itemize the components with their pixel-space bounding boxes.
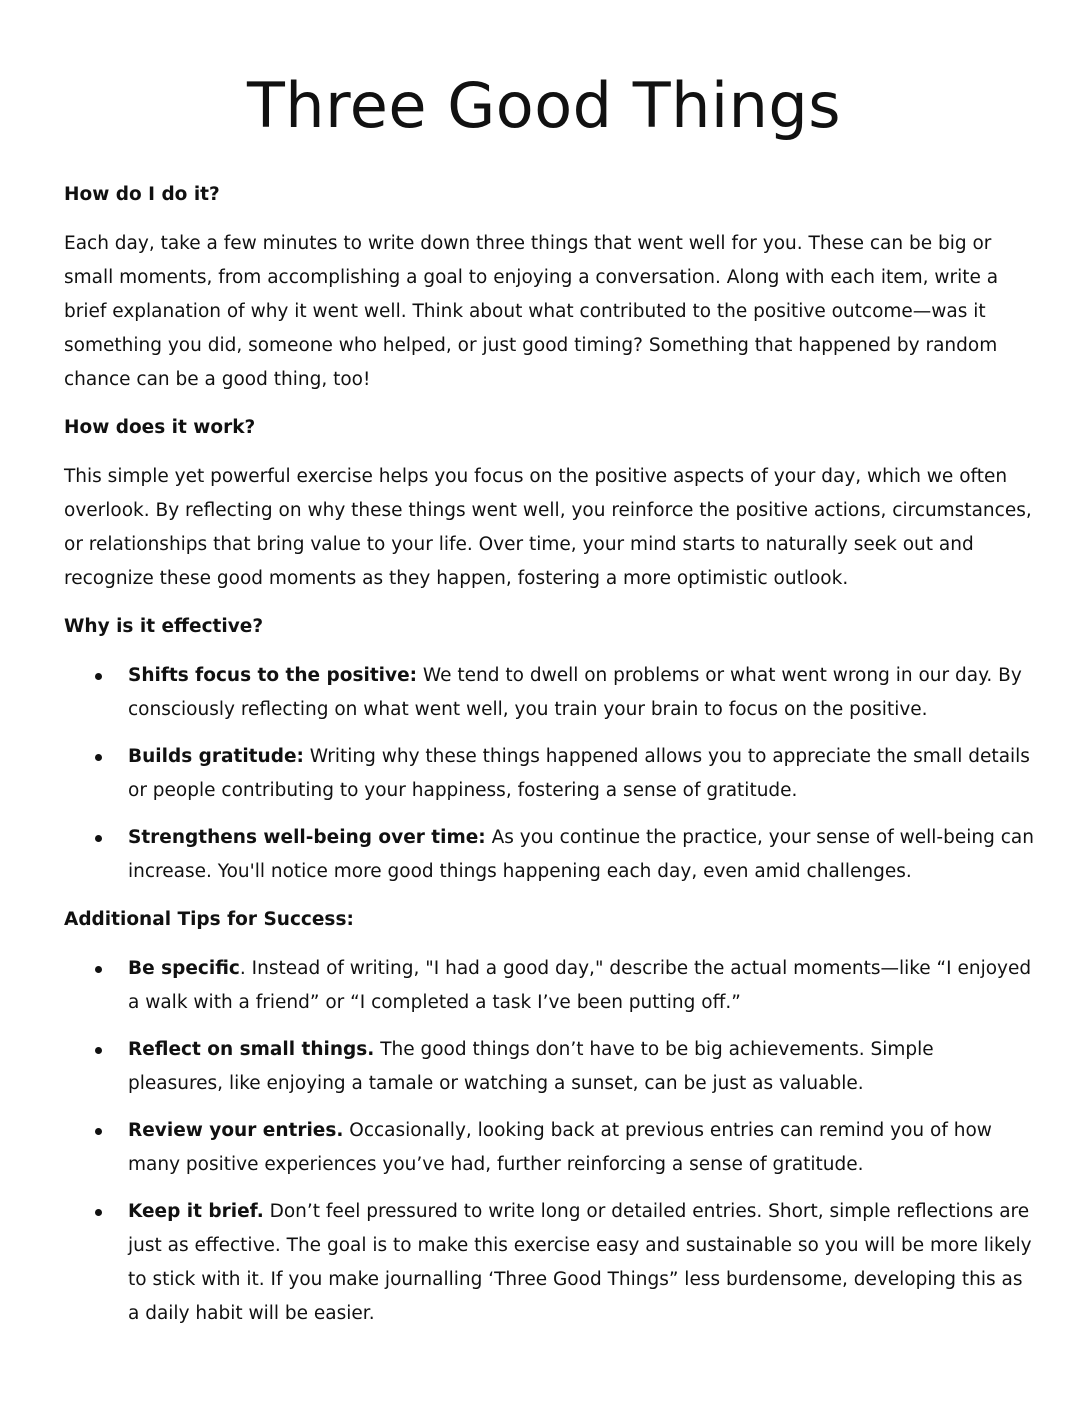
bullet-icon — [95, 754, 102, 761]
list-item-lead: Be specific — [128, 958, 240, 979]
document-body — [64, 178, 1034, 1345]
section-body-how: Each day, take a few minutes to write down three things that went well for you. These can be big or small moments, from accomplishing a goal to enjoying a conversation. Along with each item, write a brief explanation of why it went well. Think about what contributed to the positive outcome—was it something you did, someone who helped, or just good timing? Something that happened by random chance can be a good thing, too! — [64, 233, 999, 390]
list-item — [64, 952, 1034, 1020]
list-item-lead: Builds gratitude: — [128, 746, 304, 767]
list-item — [64, 821, 1034, 889]
list-item-lead: Shifts focus to the positive: — [128, 665, 418, 686]
section-heading-effective: Why is it effective? — [64, 616, 264, 637]
list-item-lead: Keep it brief. — [128, 1201, 264, 1222]
effective-list — [64, 659, 1034, 889]
bullet-icon — [95, 1128, 102, 1135]
section-heading-how: How do I do it? — [64, 184, 220, 205]
section-heading-works: How does it work? — [64, 417, 256, 438]
bullet-icon — [95, 1209, 102, 1216]
bullet-icon — [95, 835, 102, 842]
list-item-text: The good things don’t have to be big achievements. Simple pleasures, like enjoying a tamale or watching a sunset, can be just as valuable. — [128, 1039, 934, 1094]
list-item — [64, 1195, 1034, 1331]
section-heading-tips: Additional Tips for Success: — [64, 909, 354, 930]
page-title: Three Good Things — [246, 69, 842, 142]
bullet-icon — [95, 966, 102, 973]
list-item-text: We tend to dwell on problems or what went wrong in our day. By consciously reflecting on what went well, you train your brain to focus on the positive. — [128, 665, 1022, 720]
list-item — [64, 1033, 1034, 1101]
list-item — [64, 740, 1034, 808]
list-item-text: Occasionally, looking back at previous entries can remind you of how many positive experiences you’ve had, further reinforcing a sense of gratitude. — [128, 1120, 992, 1175]
list-item-text: As you continue the practice, your sense of well-being can increase. You'll notice more good things happening each day, even amid challenges. — [128, 827, 1034, 882]
bullet-icon — [95, 1047, 102, 1054]
section-body-works: This simple yet powerful exercise helps you focus on the positive aspects of your day, which we often overlook. By reflecting on why these things went well, you reinforce the positive actions, circumstances, or relationships that bring value to your life. Over time, your mind starts to naturally seek out and recognize these good moments as they happen, fostering a more optimistic outlook. — [64, 466, 1032, 589]
list-item-lead: Review your entries. — [128, 1120, 344, 1141]
list-item-lead: Reflect on small things. — [128, 1039, 375, 1060]
list-item — [64, 659, 1034, 727]
list-item-lead: Strengthens well-being over time: — [128, 827, 486, 848]
list-item-text: Writing why these things happened allows you to appreciate the small details or people contributing to your happiness, fostering a sense of gratitude. — [128, 746, 1030, 801]
bullet-icon — [95, 673, 102, 680]
list-item-text: . Instead of writing, "I had a good day," describe the actual moments—like “I enjoyed a walk with a friend” or “I completed a task I’ve been putting off.” — [128, 958, 1032, 1013]
list-item — [64, 1114, 1034, 1182]
list-item-text: Don’t feel pressured to write long or detailed entries. Short, simple reflections are just as effective. The goal is to make this exercise easy and sustainable so you will be more likely to stick with it. If you make journalling ‘Three Good Things” less burdensome, developing this as a daily habit will be easier. — [128, 1201, 1032, 1324]
tips-list — [64, 952, 1034, 1331]
